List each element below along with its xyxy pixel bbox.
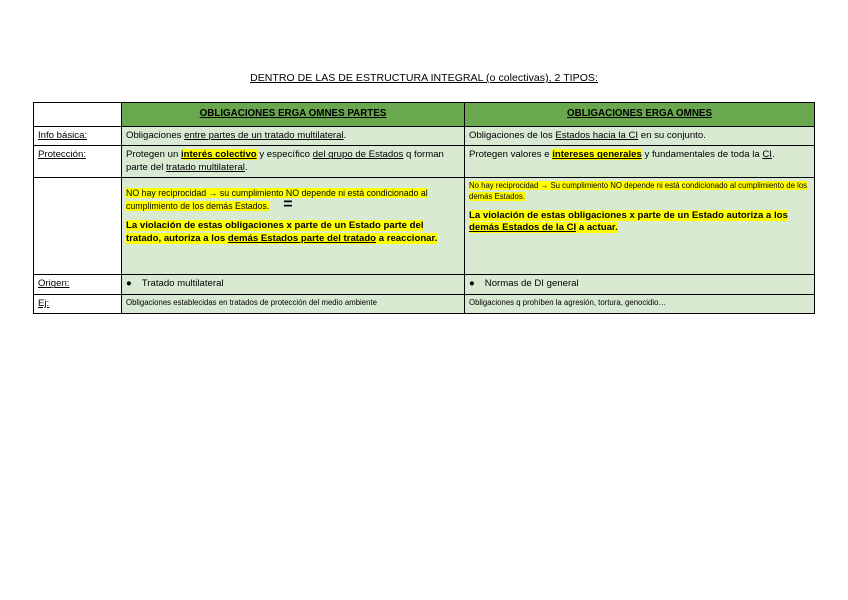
cell-proteccion-omnes: [465, 146, 815, 178]
table-row-info: [34, 127, 815, 146]
cell-proteccion-partes: [122, 146, 465, 178]
cell-origen-omnes: [465, 275, 815, 294]
cell-text: en su conjunto.: [638, 130, 706, 141]
highlighted-underlined-text: demás Estados parte del tratado: [227, 232, 377, 244]
bullet-icon: ●: [469, 278, 475, 290]
cell-text: .: [343, 130, 347, 141]
highlighted-text: a reaccionar.: [376, 232, 438, 244]
highlighted-text: intereses generales: [552, 149, 642, 161]
cell-underlined-text: CI: [762, 149, 772, 161]
cell-text: q forman parte del: [126, 149, 444, 173]
row-label-info: Info básica:: [34, 127, 122, 146]
column-header-erga-omnes: OBLIGACIONES ERGA OMNES: [465, 103, 815, 127]
cell-consecuencias-omnes: [465, 178, 815, 275]
obligations-table: [33, 102, 815, 314]
highlighted-text: La violación de estas obligaciones x parte de un Estado parte del tratado, autoriza a los: [126, 220, 424, 244]
highlighted-text: interés colectivo: [180, 149, 257, 161]
cell-origen-partes: [122, 275, 465, 294]
cell-text: Protegen valores e: [469, 149, 553, 161]
table-row-origen: [34, 275, 815, 294]
row-label-proteccion: Protección:: [34, 146, 122, 178]
cell-info-partes: [122, 127, 465, 146]
cell-underlined-text: tratado multilateral: [166, 161, 245, 173]
cell-underlined-text: del grupo de Estados: [312, 149, 404, 161]
table-row-ej: [34, 294, 815, 313]
table-row-proteccion: [34, 146, 815, 178]
page-title: DENTRO DE LAS DE ESTRUCTURA INTEGRAL (o colectivas), 2 TIPOS:: [250, 72, 598, 84]
highlighted-text: a actuar.: [576, 222, 618, 234]
cell-text: Normas de DI general: [484, 278, 579, 290]
cell-text: Protegen un: [126, 149, 181, 161]
reciprocity-note: NO hay reciprocidad → su cumplimiento NO depende ni está condicionado al cumplimiento de los demás Estados.: [126, 188, 428, 211]
bullet-icon: ●: [126, 278, 132, 290]
corner-cell: [34, 103, 122, 127]
column-header-erga-omnes-partes: OBLIGACIONES ERGA OMNES PARTES: [122, 103, 465, 127]
table-header-row: [34, 103, 815, 127]
table-row-consecuencias: [34, 178, 815, 275]
cell-text: Tratado multilateral: [141, 278, 224, 290]
row-label-origen: Origen:: [34, 275, 122, 294]
cell-text: .: [244, 161, 248, 173]
equals-sign: =: [283, 195, 293, 213]
cell-text: .: [771, 149, 775, 161]
row-label-consecuencias: [34, 178, 122, 275]
reciprocity-note: No hay reciprocidad → Su cumplimiento NO depende ni está condicionado al cumplimiento de los demás Estados.: [469, 181, 808, 201]
cell-underlined-text: Estados hacia la CI: [555, 130, 639, 141]
cell-text: Obligaciones: [126, 130, 185, 141]
cell-underlined-text: entre partes de un tratado multilateral: [184, 130, 344, 141]
cell-consecuencias-partes: [122, 178, 465, 275]
cell-ej-partes: Obligaciones establecidas en tratados de protección del medio ambiente: [122, 294, 465, 313]
row-label-ej: Ej:: [34, 294, 122, 313]
highlighted-text: La violación de estas obligaciones x parte de un Estado autoriza a los: [469, 209, 788, 221]
cell-text: y fundamentales de toda la: [641, 149, 763, 161]
cell-ej-omnes: Obligaciones q prohíben la agresión, tortura, genocidio…: [465, 294, 815, 313]
cell-info-omnes: [465, 127, 815, 146]
cell-text: Obligaciones de los: [469, 130, 556, 141]
cell-text: y específico: [256, 149, 313, 161]
highlighted-underlined-text: demás Estados de la CI: [469, 222, 577, 234]
